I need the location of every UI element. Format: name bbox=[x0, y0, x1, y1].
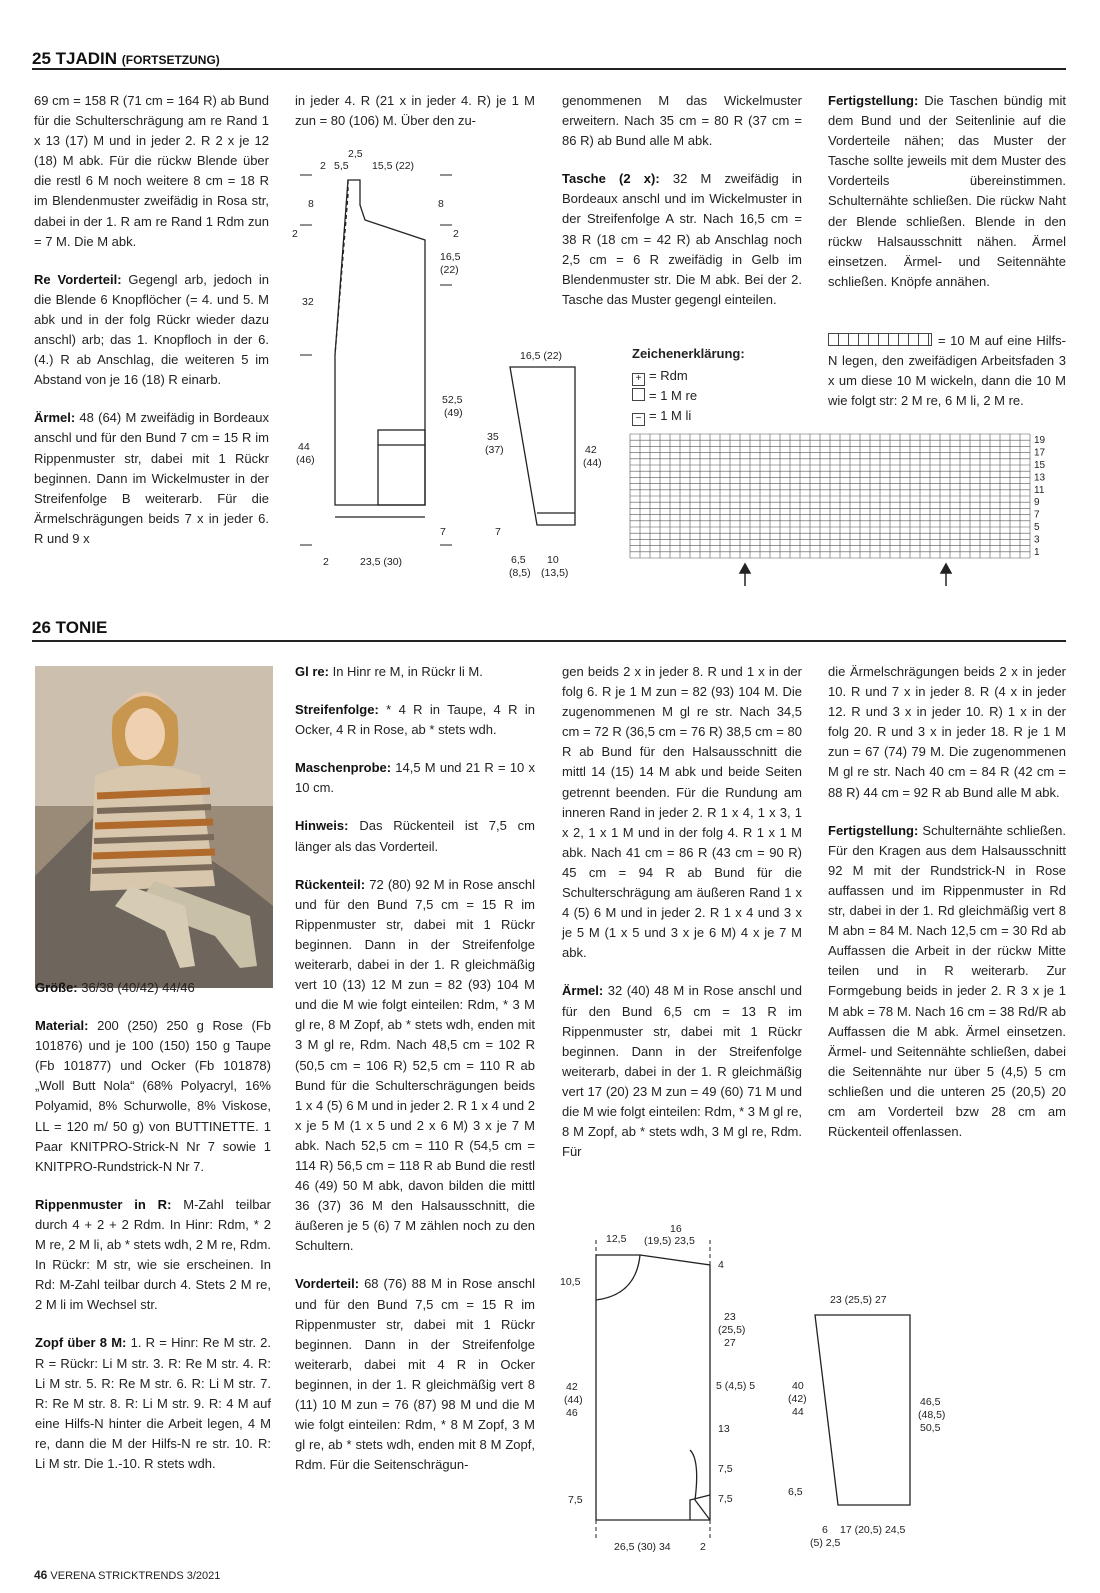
dim: 44 bbox=[298, 441, 310, 453]
s25-pocket-para bbox=[562, 169, 802, 310]
label: Rückenteil: bbox=[295, 876, 366, 892]
dim: 23,5 (30) bbox=[360, 556, 403, 568]
dim: 5 (4,5) 5 bbox=[716, 1380, 756, 1392]
legend-item bbox=[632, 386, 745, 406]
section-number: 26 bbox=[32, 618, 51, 637]
dim: 32 bbox=[302, 296, 314, 308]
label: Zopf über 8 M: bbox=[35, 1335, 127, 1351]
s26-column-2 bbox=[295, 662, 535, 1493]
chart-row-label: 19 bbox=[1034, 435, 1046, 447]
dim: 17 (20,5) 24,5 bbox=[840, 1524, 906, 1536]
page-footer bbox=[34, 1568, 220, 1582]
dim: 7,5 bbox=[718, 1463, 733, 1475]
s25-column-3 bbox=[562, 91, 802, 328]
text: = 10 M auf eine Hilfs-N legen, den zweifädigen Arbeitsfaden 3 x um diese 10 M wickeln, dann die 10 M wie folgt str: 2 M re, 6 M li, 2 M re. bbox=[828, 333, 1066, 409]
knit-stitch-icon bbox=[632, 388, 645, 401]
dim: 2 bbox=[453, 228, 459, 240]
dim: (49) bbox=[444, 407, 463, 419]
dim: 16,5 (22) bbox=[520, 350, 563, 362]
dim: (8,5) bbox=[509, 567, 531, 579]
legend-item bbox=[632, 366, 745, 386]
dim: 2,5 bbox=[348, 148, 363, 160]
s26-column-4 bbox=[828, 662, 1066, 1160]
dim: 7,5 bbox=[568, 1494, 583, 1506]
text: Das Rückenteil ist 7,5 cm länger als das Vorderteil. bbox=[295, 818, 535, 854]
chart-row-label: 1 bbox=[1034, 546, 1040, 558]
dim: 8 bbox=[438, 198, 444, 210]
s25-sleeve-para bbox=[34, 408, 269, 549]
dim: 44 bbox=[792, 1406, 804, 1418]
text: In Hinr re M, in Rückr li M. bbox=[328, 664, 483, 679]
dim: (13,5) bbox=[541, 567, 569, 579]
s26-column-3 bbox=[562, 662, 802, 1180]
s26-stripes bbox=[295, 700, 535, 740]
text: Die Taschen bündig mit dem Bund und der Seitenlinie auf die Vorderteile nähen; das Muster der Tasche sollte jeweils mit dem Muster des Vorderteils übereinstimmen. Schulternähte schließen. Die rückw Naht der Blende schließen. Blende in den rückw Halsausschnitt nähen. Ärmel einsetzen. Ärmel- und Seitennähte schließen. Knöpfe annähen. bbox=[828, 93, 1066, 289]
s25-column-4 bbox=[828, 91, 1066, 310]
dim: 6,5 bbox=[788, 1486, 803, 1498]
legend-title: Zeichenerklärung: bbox=[632, 346, 745, 361]
text: 200 (250) 250 g Rose (Fb 101876) und je 100 (150) 150 g Taupe (Fb 101877) und Ocker (Fb 101878) „Woll Butt Nola“ (68% Polyacryl, 16% Polyamid, 8% Schurwolle, 8% Viskose, LL = 120 m/ 50 g) von BUTTINETTE. 1 Paar KNITPRO-Strick-N Nr 7 sowie 1 KNITPRO-Rundstrick-N Nr 7. bbox=[35, 1018, 271, 1174]
dim: 4 bbox=[718, 1259, 724, 1271]
legend-item bbox=[632, 406, 745, 426]
dim: 16 bbox=[670, 1223, 682, 1235]
magazine-name: VERENA STRICKTRENDS 3/2021 bbox=[50, 1570, 221, 1582]
chart-row-label: 13 bbox=[1034, 472, 1046, 484]
s25-sleeve-end: genommenen M das Wickelmuster erweitern. Nach 35 cm = 80 R (37 cm = 86 R) ab Bund alle M abk. bbox=[562, 93, 802, 149]
text: 1. R = Hinr: Re M str. 2. R = Rückr: Li M str. 3. R: Re M str. 4. R: Li M str. 5. R: Re M str. 6. R: Li M str. 7. R: Re M str. 8. R: Li M str. 9. R: 4 M auf eine Hilfs-N hinter die Arbeit legen, 4 M re, dann die M der Hilfs-N re str. 10. R: Li M str. Die 1.-10. R stets wdh. bbox=[35, 1335, 272, 1471]
dim: 6,5 bbox=[511, 554, 526, 566]
s25-sleeve-schematic bbox=[485, 345, 615, 585]
dim: 42 bbox=[566, 1381, 578, 1393]
page-number: 46 bbox=[34, 1568, 48, 1582]
dim: (22) bbox=[440, 264, 459, 276]
dim: 50,5 bbox=[920, 1422, 941, 1434]
s25-text-para: 69 cm = 158 R (71 cm = 164 R) ab Bund für die Schulterschrägung am re Rand 1 x 13 (17) M und in jeder 2. R 2 x je 12 (18) M abk. Für die rückw Blende über die restl 6 M noch weitere 8 cm = 18 R im Blendenmuster zweifädig in Rosa str, dabei in der 1. R am re Rand 1 Rdm zun = 7 M. Die M abk. bbox=[34, 93, 269, 249]
s26-sleeve bbox=[562, 981, 802, 1162]
dim: 40 bbox=[792, 1380, 804, 1392]
dim: 46 bbox=[566, 1407, 578, 1419]
dim: (42) bbox=[788, 1393, 807, 1405]
label: Fertigstellung: bbox=[828, 822, 919, 838]
s25-column-2 bbox=[295, 91, 535, 149]
dim: 7 bbox=[440, 526, 446, 538]
label: Ärmel: bbox=[562, 983, 604, 999]
dim: 7 bbox=[495, 526, 501, 538]
label: Größe: bbox=[35, 980, 78, 995]
dim: 2 bbox=[323, 556, 329, 568]
chart-row-label: 3 bbox=[1034, 534, 1040, 546]
dim: 42 bbox=[585, 444, 597, 456]
section-26-title bbox=[32, 618, 107, 638]
model-photo-illustration bbox=[35, 666, 273, 988]
legend-label: = Rdm bbox=[649, 368, 688, 383]
label: Material: bbox=[35, 1018, 89, 1034]
label: Fertigstellung: bbox=[828, 93, 919, 108]
section-subtitle: (FORTSETZUNG) bbox=[121, 53, 220, 67]
chart-row-label: 11 bbox=[1034, 484, 1045, 496]
dim: 2 bbox=[292, 228, 298, 240]
legend-label: = 1 M li bbox=[649, 408, 692, 423]
chart-row-label: 17 bbox=[1034, 447, 1046, 459]
s26-rib-pattern bbox=[35, 1195, 271, 1316]
s26-column-1 bbox=[35, 978, 271, 1492]
text: 36/38 (40/42) 44/46 bbox=[77, 980, 195, 995]
dim: (48,5) bbox=[918, 1409, 946, 1421]
text: 32 (40) 48 M in Rose anschl und für den Bund 6,5 cm = 13 R im Rippenmuster str, dabei mit 1 Rückr beginnen. Dann in der Streifenfolge weiterarb, dabei in der 1. R gleichmäßig vert 17 (20) 23 M zun = 49 (60) 71 M und die M wie folgt einteilen: Rdm, * 3 M gl re, 8 M Zopf, ab * stets wdh, 3 M gl re, Rdm. Für bbox=[562, 983, 802, 1160]
dim: 6 bbox=[822, 1524, 828, 1536]
dim: (44) bbox=[564, 1394, 583, 1406]
dim: 12,5 bbox=[606, 1233, 627, 1245]
dim: (5) 2,5 bbox=[810, 1537, 841, 1549]
dim: 26,5 (30) 34 bbox=[614, 1541, 671, 1553]
dim: 10,5 bbox=[560, 1276, 581, 1288]
text: 72 (80) 92 M in Rose anschl und für den Bund 7,5 cm = 15 R im Rippenmuster str, dabei mit 1 Rückr beginnen. Dann in der Streifenfolge weiterarb, dabei in der 1. R gleichmäßig vert 10 (13) 12 M zun = 82 (93) 104 M und die M wie folgt einteilen: Rdm, * 3 M gl re, 8 M Zopf, ab * stets wdh, enden mit 3 M gl re, Rdm. Nach 48,5 cm = 102 R (50,5 cm = 106 R) 52,5 cm = 110 R ab Bund für die Schulterschrägungen beids 1 x 4 (5) 6 M und in jeder 2. R 1 x 4 und 2 x je 5 M (1 x 5 und 2 x 6 M) 3 x je 7 M abk. Nach 52,5 cm = 110 R (54,5 cm = 114 R) 56,5 cm = 118 R ab Bund die restl 46 (49) 50 M abk, davon bilden die mittl 36 (37) 36 M den Halsausschnitt, die äußeren je 5 (6) 7 M zählen noch zu den Schultern. bbox=[295, 876, 535, 1254]
dim: 23 bbox=[724, 1311, 736, 1323]
dim: 13 bbox=[718, 1423, 730, 1435]
dim: 46,5 bbox=[920, 1396, 941, 1408]
dim: 2 bbox=[320, 160, 326, 172]
s26-size bbox=[35, 978, 271, 998]
chart-row-label: 15 bbox=[1034, 460, 1046, 471]
dim: 52,5 bbox=[442, 394, 463, 406]
s26-front-cont: gen beids 2 x in jeder 8. R und 1 x in der folg 6. R je 1 M zun = 82 (93) 104 M. Die zugenommenen M gl re str. Nach 34,5 cm = 72 R (36,5 cm = 76 R) 38,5 cm = 80 R ab Bund für den Halsausschnitt die mittl 14 (15) 14 M abk und beide Seiten getrennt beenden. Für die Rundung am inneren Rand in jeder 2. R 1 x 4, 1 x 3, 1 x 2, 1 x 1 M und in der folg 4. R 1 x 1 M abk. Nach 41 cm = 86 R (43 cm = 90 R) 45 cm = 94 R ab Bund für die Schulterschrägung am äußeren Rand 1 x 4 (5) 6 M und in jeder 2. R 1 x 4 und 3 x je 5 M (1 x 5 und 3 x je 6 M) 4 x je 7 M abk. bbox=[562, 664, 802, 961]
purl-stitch-icon: − bbox=[632, 413, 645, 426]
text: 32 M zweifädig in Bordeaux anschl und im Wickelmuster in der Streifenfolge A str. Nach 16,5 cm = 38 R (18 cm = 42 R) ab Anschlag noch 2,5 cm = 6 R zweifädig in Gelb im Blendenmuster str. Die M abk. Bei der 2. Tasche das Muster gegengl einteilen. bbox=[562, 171, 802, 307]
label: Ärmel: bbox=[34, 410, 76, 426]
legend-label: = 1 M re bbox=[649, 388, 698, 403]
dim: 8 bbox=[308, 198, 314, 210]
dim: 2 bbox=[700, 1541, 706, 1553]
s25-sleeve-cont: in jeder 4. R (21 x in jeder 4. R) je 1 M zun = 80 (106) M. Über den zu- bbox=[295, 93, 535, 129]
dim: (25,5) bbox=[718, 1324, 746, 1336]
text: 68 (76) 88 M in Rose anschl und für den Bund 7,5 cm = 15 R im Rippenmuster str, dabei mit 1 Rückr beginnen. Dann in der Streifenfolge weiterarb, dabei mit 4 R in Ocker beginnen, in der 1. R gleichmäßig vert 8 (11) 10 M zun = 76 (87) 98 M und die M wie folgt einteilen: Rdm, * 8 M Zopf, 3 M gl re, ab * stets wdh, enden mit 8 M Zopf, Rdm. Für die Seitenschrägun- bbox=[295, 1276, 535, 1473]
dim: (37) bbox=[485, 444, 504, 456]
s25-front-right-para bbox=[34, 270, 269, 391]
s26-front bbox=[295, 1274, 535, 1475]
s26-material bbox=[35, 1016, 271, 1177]
label: Maschenprobe: bbox=[295, 760, 392, 776]
section-name: TJADIN bbox=[55, 49, 118, 68]
dim: (44) bbox=[583, 457, 602, 469]
text: 48 (64) M zweifädig in Bordeaux anschl und für den Bund 7 cm = 15 R im Rippenmuster str, dabei mit 1 Rückr beginnen. Dann im Wickelmuster in der Streifenfolge B weiterarb. Für die Ärmelschrägungen beids 7 x in jeder 6. R und 9 x bbox=[34, 410, 269, 546]
wrap-symbol-icon bbox=[828, 333, 932, 346]
section-25-rule bbox=[32, 68, 1066, 70]
dim: (19,5) 23,5 bbox=[644, 1235, 695, 1247]
s26-sleeve-schematic bbox=[788, 1285, 980, 1565]
section-name: TONIE bbox=[55, 618, 108, 637]
dim: 23 (25,5) 27 bbox=[830, 1294, 887, 1306]
dim: 7,5 bbox=[718, 1493, 733, 1505]
text: M-Zahl teilbar durch 4 + 2 + 2 Rdm. In Hinr: Rdm, * 2 M re, 2 M li, ab * stets wdh, 2 M re, Rdm. In Rückr: M str, wie sie erscheinen. In Rd: M-Zahl teilbar durch 4. Stets 2 M re, 2 M li im Wechsel str. bbox=[35, 1196, 271, 1313]
chart-row-label: 7 bbox=[1034, 509, 1040, 521]
s26-gauge bbox=[295, 758, 535, 798]
s25-front-schematic bbox=[290, 145, 490, 585]
section-number: 25 bbox=[32, 49, 51, 68]
edge-stitch-icon: + bbox=[632, 373, 645, 386]
dim: 27 bbox=[724, 1337, 736, 1349]
dim: 35 bbox=[487, 431, 499, 443]
text: 14,5 M und 21 R = 10 x 10 cm. bbox=[295, 760, 535, 796]
label: Tasche (2 x): bbox=[562, 171, 660, 187]
s26-sleeve-cont: die Ärmelschrägungen beids 2 x in jeder 10. R und 7 x in jeder 8. R (4 x in jeder 12. R und 3 x in jeder 10. R) 1 x in der folg 20. R und 3 x in jeder 18. R je 1 M zun = 67 (74) 79 M. Die zugenommenen M gl re str. Nach 40 cm = 84 R (42 cm = 88 R) 44 cm = 92 R ab Bund alle M abk. bbox=[828, 664, 1066, 800]
s25-stitch-chart bbox=[630, 434, 1070, 594]
label: Rippenmuster in R: bbox=[35, 1196, 172, 1212]
s26-cable bbox=[35, 1333, 271, 1474]
section-26-rule bbox=[32, 640, 1066, 642]
dim: 16,5 bbox=[440, 251, 461, 263]
label: Vorderteil: bbox=[295, 1276, 360, 1292]
label: Gl re: bbox=[295, 664, 329, 679]
text: Gegengl arb, jedoch in die Blende 6 Knopflöcher (= 4. und 5. M abk und in der folg Rückr wieder dazu anschl) arb; das 1. Knopfloch in der 6. (4.) R ab Anschlag, die weiteren 5 im Abstand von je 16 (18) R einarb. bbox=[34, 271, 269, 388]
s26-stockinette bbox=[295, 662, 535, 682]
model-photo bbox=[35, 666, 273, 988]
s26-note bbox=[295, 816, 535, 856]
dim: 10 bbox=[547, 554, 559, 566]
dim: 15,5 (22) bbox=[372, 160, 415, 172]
label: Re Vorderteil: bbox=[34, 271, 122, 287]
s25-wrap-instruction bbox=[828, 331, 1066, 411]
s26-finishing bbox=[828, 821, 1066, 1143]
text: * 4 R in Taupe, 4 R in Ocker, 4 R in Rose, ab * stets wdh. bbox=[295, 702, 535, 738]
s25-legend bbox=[632, 344, 745, 426]
dim: 5,5 bbox=[334, 160, 349, 172]
section-25-title bbox=[32, 49, 220, 69]
s25-column-1 bbox=[34, 91, 269, 567]
s25-finishing-para bbox=[828, 91, 1066, 292]
s26-back bbox=[295, 875, 535, 1257]
dim: (46) bbox=[296, 454, 315, 466]
text: Schulternähte schließen. Für den Kragen aus dem Halsausschnitt 92 M mit der Rundstrick-N in Rose auffassen und im Rippenmuster in Rd str, dabei in der 1. Rd gleichmäßig vert 8 M abn = 84 M. Nach 12,5 cm = 30 Rd ab Auffassen die Arbeit in der rückw Mitte teilen und in R weiterarb. Zur Formgebung beids in jeder 2. R 3 x je 1 M abk = 78 M. Nach 16 cm = 38 Rd/R ab Auffassen die M abk. Ärmel einsetzen. Ärmel- und Seitennähte schließen, dabei die Seitennähte nur über 5 (4,5) 5 cm schließen und die unteren 25 (20,5) 20 cm am Vorderteil bzw 28 cm am Rückenteil offenlassen. bbox=[828, 822, 1066, 1140]
label: Hinweis: bbox=[295, 818, 349, 834]
s26-body-schematic bbox=[560, 1220, 760, 1560]
chart-row-label: 9 bbox=[1034, 497, 1040, 509]
label: Streifenfolge: bbox=[295, 702, 379, 718]
chart-row-label: 5 bbox=[1034, 522, 1040, 533]
